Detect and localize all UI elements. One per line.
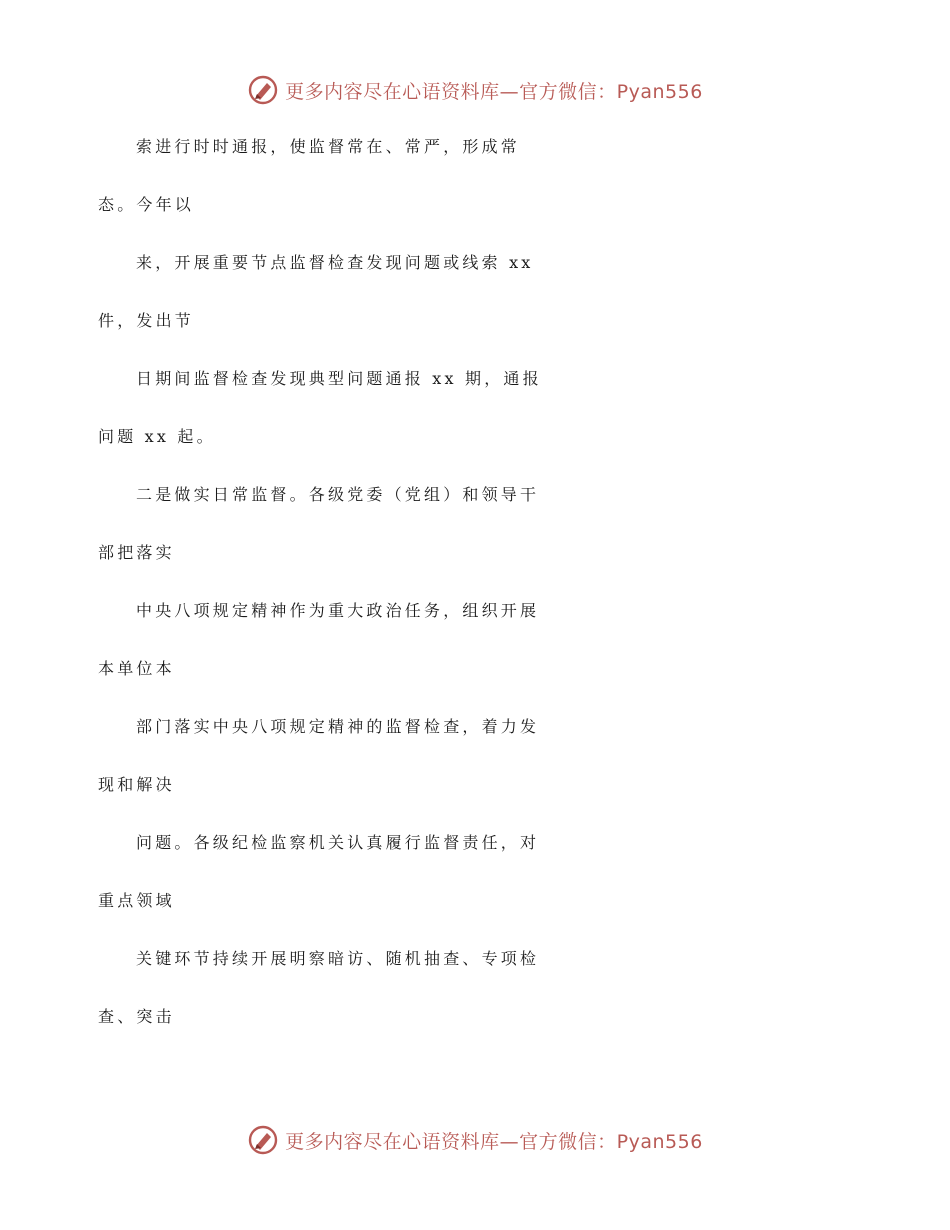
- paragraph-line: 本单位本: [98, 659, 175, 678]
- paragraph-line: 问题 xx 起。: [98, 427, 216, 446]
- paragraph: [98, 814, 858, 930]
- header-banner: [0, 70, 950, 110]
- paragraph: [98, 930, 858, 1046]
- paragraph-line: 件，发出节: [98, 311, 195, 330]
- paragraph-line: 部门落实中央八项规定精神的监督检查，着力发: [136, 717, 540, 736]
- paragraph-line: 二是做实日常监督。各级党委（党组）和领导干: [136, 485, 540, 504]
- paragraph: [98, 698, 858, 814]
- paragraph-line: 重点领域: [98, 891, 175, 910]
- paragraph-line: 现和解决: [98, 775, 175, 794]
- document-body: [98, 118, 858, 1046]
- paragraph: [98, 466, 858, 582]
- header-banner-text: 更多内容尽在心语资料库—官方微信：Pyan556: [285, 80, 703, 103]
- paragraph: [98, 350, 858, 466]
- paragraph: [98, 234, 858, 350]
- paragraph-line: 问题。各级纪检监察机关认真履行监督责任，对: [136, 833, 540, 852]
- pen-logo-icon: [247, 1124, 279, 1156]
- footer-banner-text: 更多内容尽在心语资料库—官方微信：Pyan556: [285, 1130, 703, 1153]
- paragraph: [98, 118, 858, 234]
- paragraph-line: 部把落实: [98, 543, 175, 562]
- paragraph-line: 索进行时时通报，使监督常在、常严，形成常: [136, 137, 521, 156]
- paragraph-line: 关键环节持续开展明察暗访、随机抽查、专项检: [136, 949, 540, 968]
- paragraph: [98, 582, 858, 698]
- paragraph-line: 态。今年以: [98, 195, 195, 214]
- paragraph-line: 来，开展重要节点监督检查发现问题或线索 xx: [136, 253, 534, 272]
- pen-logo-icon: [247, 74, 279, 106]
- paragraph-line: 中央八项规定精神作为重大政治任务，组织开展: [136, 601, 540, 620]
- footer-banner: [0, 1120, 950, 1160]
- paragraph-line: 日期间监督检查发现典型问题通报 xx 期，通报: [136, 369, 542, 388]
- paragraph-line: 查、突击: [98, 1007, 175, 1026]
